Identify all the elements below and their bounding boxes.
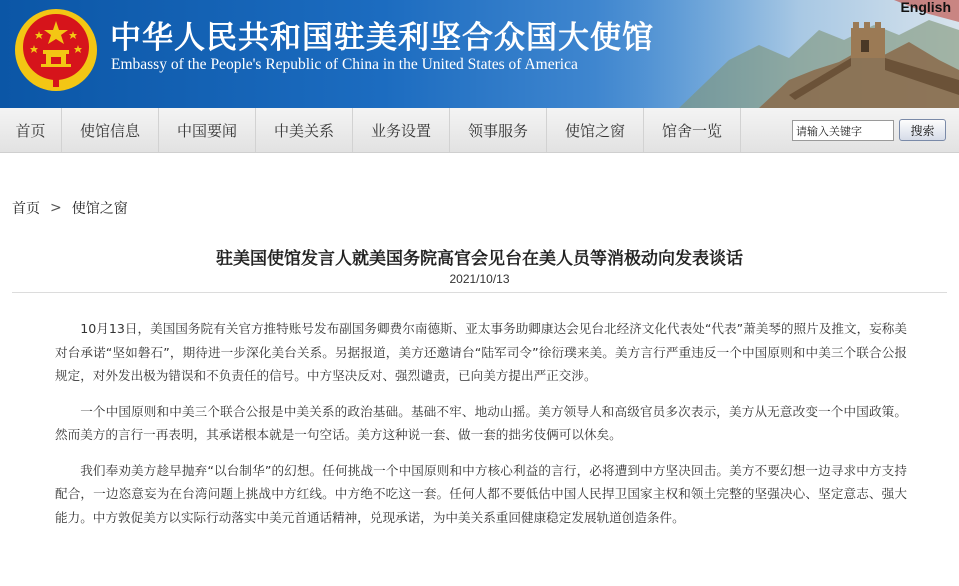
- article-paragraph: 我们奉劝美方趁早抛弃“以台制华”的幻想。任何挑战一个中国原则和中方核心利益的言行，必将遭到中方坚决回击。美方不要幻想一边寻求中方支持配合，一边恣意妄为在台湾问题上挑战中方红线。中方绝不吃这一套。任何人都不要低估中国人民捍卫国家主权和领土完整的坚强决心、坚定意志、强大能力。中方敦促美方以实际行动落实中美元首通话精神，兑现承诺，为中美关系重回健康稳定发展轨道创造条件。: [55, 462, 907, 525]
- title-divider: [12, 292, 947, 293]
- great-wall-image: [639, 0, 959, 108]
- search-input[interactable]: [792, 120, 894, 141]
- search-button[interactable]: 搜索: [899, 119, 946, 141]
- header-banner: [0, 0, 959, 108]
- main-nav: [0, 108, 959, 153]
- english-language-link[interactable]: English: [900, 0, 951, 15]
- breadcrumb-home-link[interactable]: 首页: [12, 201, 40, 217]
- article-paragraph: 10月13日，美国国务院有关官方推特账号发布副国务卿费尔南德斯、亚太事务助卿康达会见台北经济文化代表处“代表”萧美琴的照片及推文，妄称美对台承诺“坚如磐石”，期待进一步深化美台关系。另据报道，美方还邀请台“陆军司令”徐衍璞来美。美方言行严重违反一个中国原则和中美三个联合公报规定，对外发出极为错误和不负责任的信号。中方坚决反对、强烈谴责，已向美方提出严正交涉。: [55, 321, 907, 383]
- embassy-title-en: Embassy of the People's Republic of China in the United States of America: [111, 56, 578, 73]
- nav-item-embassy-window[interactable]: 使馆之窗: [547, 108, 644, 152]
- breadcrumb: [12, 198, 128, 218]
- embassy-title-cn: 中华人民共和国驻美利坚合众国大使馆: [110, 20, 654, 56]
- nav-item-embassy-info[interactable]: 使馆信息: [62, 108, 159, 152]
- article-body: [55, 317, 907, 541]
- article-paragraph: 一个中国原则和中美三个联合公报是中美关系的政治基础。基础不牢、地动山摇。美方领导人和高级官员多次表示，美方从无意改变一个中国政策。然而美方的言行一再表明，其承诺根本就是一句空话。美方这种说一套、做一套的拙劣伎俩可以休矣。: [55, 403, 907, 442]
- breadcrumb-separator-icon: >: [50, 200, 62, 216]
- nav-item-china-us-relations[interactable]: 中美关系: [256, 108, 353, 152]
- breadcrumb-current-link[interactable]: 使馆之窗: [71, 201, 128, 217]
- nav-item-departments[interactable]: 业务设置: [353, 108, 450, 152]
- national-emblem-icon: [13, 7, 99, 93]
- nav-item-home[interactable]: 首页: [0, 108, 62, 152]
- article-date: 2021/10/13: [449, 272, 510, 286]
- nav-item-china-news[interactable]: 中国要闻: [159, 108, 256, 152]
- article-title: 驻美国使馆发言人就美国务院高官会见台在美人员等消极动向发表谈话: [216, 249, 743, 269]
- nav-item-premises[interactable]: 馆舍一览: [644, 108, 741, 152]
- nav-item-consular-services[interactable]: 领事服务: [450, 108, 547, 152]
